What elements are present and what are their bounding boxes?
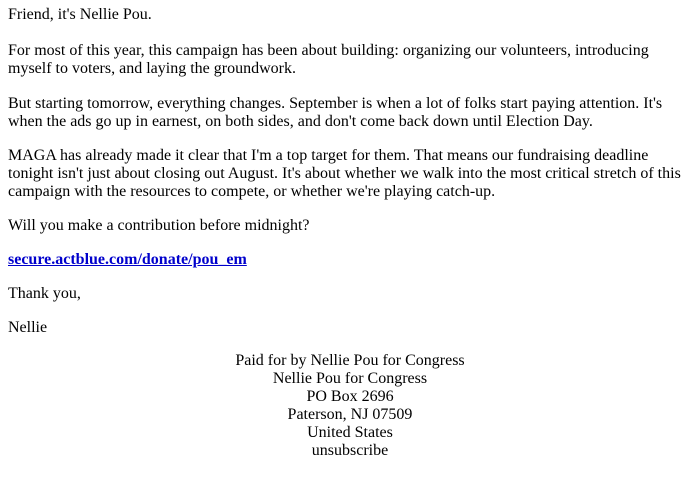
city-state-zip: Paterson, NJ 07509 <box>287 406 413 423</box>
paid-for-disclaimer: Paid for by Nellie Pou for Congress <box>235 352 465 369</box>
country: United States <box>307 424 393 441</box>
donate-link[interactable]: secure.actblue.com/donate/pou_em <box>8 251 247 268</box>
greeting: Friend, it's Nellie Pou. <box>8 6 152 23</box>
unsubscribe-link[interactable]: unsubscribe <box>311 442 389 459</box>
closing: Thank you, <box>8 285 81 302</box>
po-box: PO Box 2696 <box>306 388 394 405</box>
email-footer <box>0 352 700 460</box>
signature: Nellie <box>8 319 48 336</box>
paragraph-building: For most of this year, this campaign has been about building: organizing our volunteers, introducing myself to voters, and laying the groundwork. <box>8 42 649 77</box>
paragraph-september: But starting tomorrow, everything changes. September is when a lot of folks start paying attention. It's when the ads go up in earnest, on both sides, and don't come back down until Election Day. <box>8 95 663 130</box>
donate-link-row <box>8 251 692 269</box>
committee-name: Nellie Pou for Congress <box>272 370 428 387</box>
paragraph-ask: Will you make a contribution before midnight? <box>8 217 310 234</box>
paragraph-maga: MAGA has already made it clear that I'm a top target for them. That means our fundraising deadline tonight isn't just about closing out August. It's about whether we walk into the most critical stretch of this campaign with the resources to compete, or whether we're playing catch-up. <box>8 147 681 200</box>
